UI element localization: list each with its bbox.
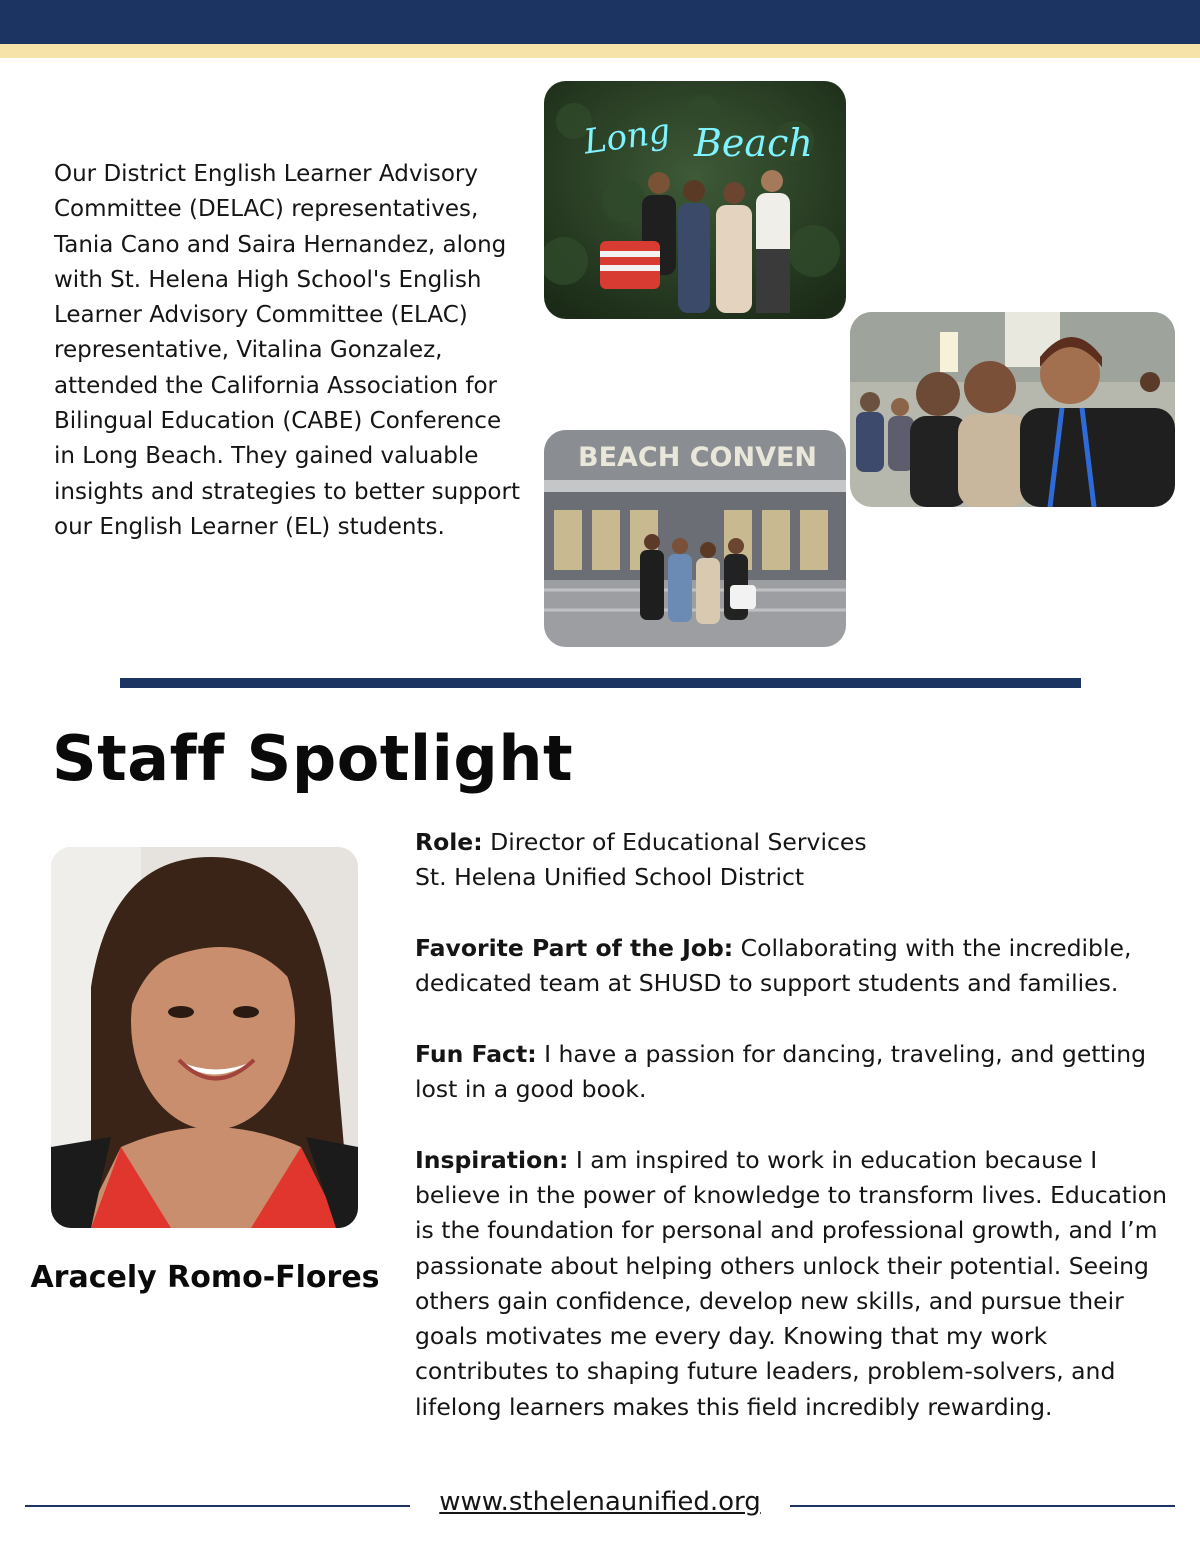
- funfact-block: [415, 1037, 1185, 1108]
- photo-conference-seated: [850, 312, 1175, 507]
- neon-word-beach: Beach: [694, 121, 813, 165]
- favorite-label: Favorite Part of the Job:: [415, 933, 734, 962]
- inspiration-block: [415, 1143, 1185, 1425]
- role-block: [415, 825, 1185, 896]
- footer-rule-right: [790, 1505, 1175, 1507]
- section-divider: [120, 678, 1081, 688]
- header-stripe: [0, 44, 1200, 58]
- photo-convention-center: [544, 430, 846, 647]
- role-organization: St. Helena Unified School District: [415, 863, 805, 892]
- convention-sign-text: BEACH CONVEN: [578, 442, 818, 473]
- photo-long-beach-sign: [544, 81, 846, 319]
- section-title: Staff Spotlight: [52, 722, 574, 795]
- role-label: Role:: [415, 828, 483, 856]
- funfact-label: Fun Fact:: [415, 1039, 537, 1068]
- staff-portrait: [51, 847, 358, 1228]
- inspiration-label: Inspiration:: [415, 1145, 569, 1174]
- header-band: [0, 0, 1200, 44]
- staff-profile: [415, 825, 1185, 1460]
- footer-rule-left: [25, 1505, 410, 1507]
- funfact-value: I have a passion for dancing, traveling, and getting lost in a good book.: [415, 1039, 1147, 1104]
- intro-paragraph: Our District English Learner Advisory Committee (DELAC) representatives, Tania Cano and Saira Hernandez, along with St. Helena High School's English Learner Advisory Committee (ELAC) representative, Vitalina Gonzalez, attended the California Association for Bilingual Education (CABE) Conference in Long Beach. They gained valuable insights and strategies to better support our English Learner (EL) students.: [54, 161, 520, 540]
- staff-name: Aracely Romo-Flores: [30, 1260, 380, 1295]
- inspiration-value: I am inspired to work in education because I believe in the power of knowledge to transform lives. Education is the foundation for personal and professional growth, and I’m passionate about helping others unlock their potential. Seeing others gain confidence, develop new skills, and pursue their goals motivates me every day. Knowing that my work contributes to shaping future leaders, problem-solvers, and lifelong learners makes this field incredibly rewarding.: [415, 1145, 1168, 1421]
- role-value: Director of Educational Services: [482, 828, 867, 856]
- favorite-value: Collaborating with the incredible, dedicated team at SHUSD to support students and families.: [415, 933, 1132, 998]
- favorite-block: [415, 931, 1185, 1002]
- neon-word-long: Long: [581, 110, 673, 163]
- footer-website-link[interactable]: www.sthelenaunified.org: [439, 1487, 761, 1517]
